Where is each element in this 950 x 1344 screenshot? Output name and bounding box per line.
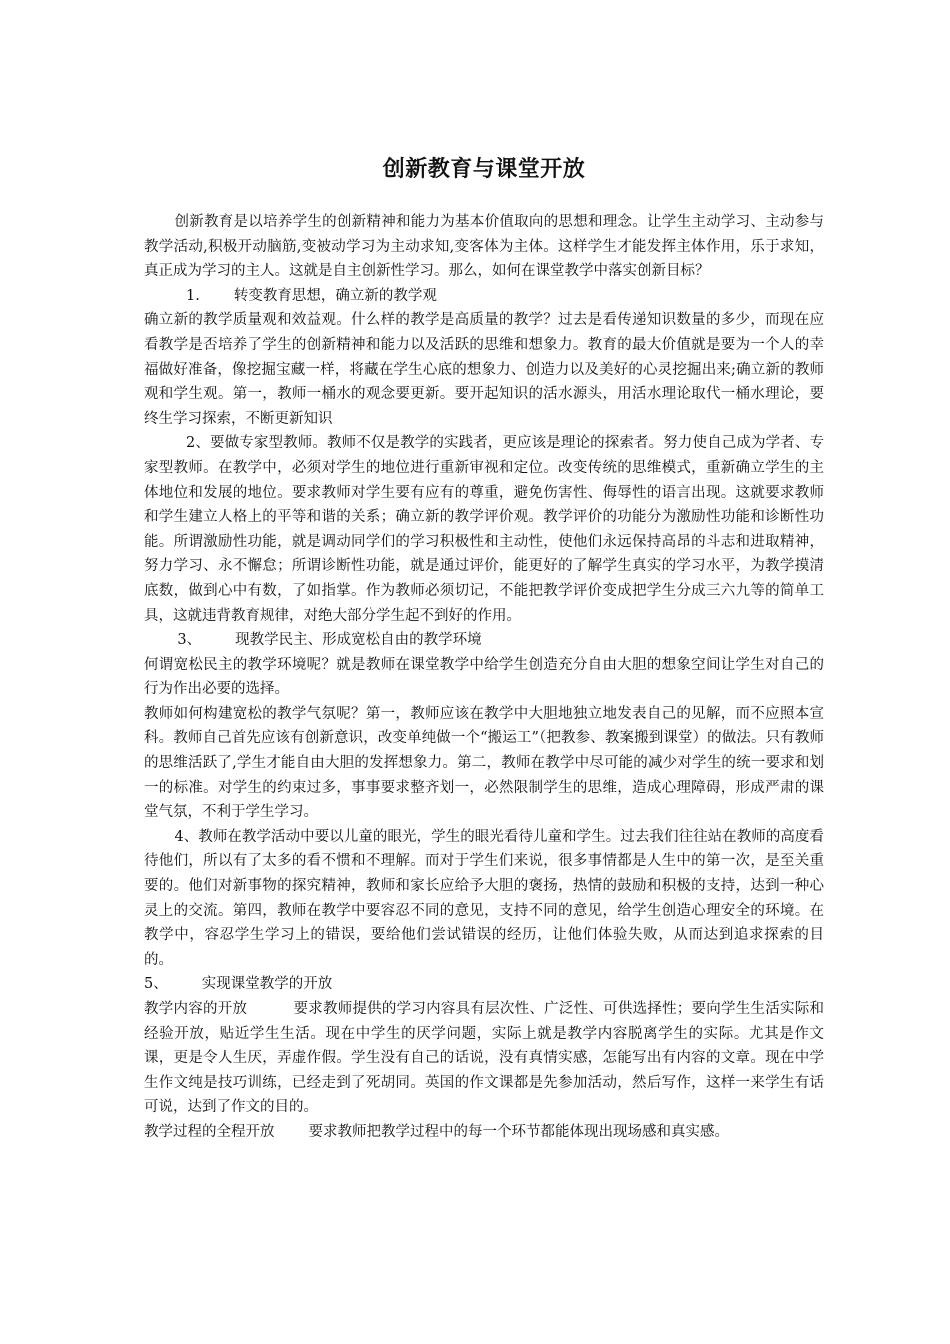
section5-item2 (144, 1120, 824, 1145)
section1-heading-text: 转变教育思想，确立新的教学观 (233, 287, 437, 304)
section3-body-2: 教师如何构建宽松的教学气氛呢？第一，教师应该在教学中大胆地独立地发表自己的见解，而不应照本宣科。教师自己首先应该有创新意识，改变单纯做一个“搬运工”（把教参、教案搬到课堂）的做法。只有教师的思维活跃了,学生才能自由大胆的发挥想象力。第二，教师在教学中尽可能的减少对学生的统一要求和划一的标准。对学生的约束过多，事事要求整齐划一，必然限制学生的思维，造成心理障碍，形成严肃的课堂气氛，不利于学生学习。 (144, 705, 824, 821)
document-title: 创新教育与课堂开放 (382, 157, 586, 182)
section5-heading-text: 实现课堂教学的开放 (201, 976, 333, 993)
section3-heading-text: 现教学民主、形成宽松自由的教学环境 (235, 632, 482, 649)
section5-item2-label: 教学过程的全程开放 (144, 1123, 275, 1140)
section5-number: 5、 (144, 976, 168, 993)
section3-heading (144, 628, 824, 653)
section1-heading (144, 284, 824, 309)
intro-paragraph: 创新教育是以培养学生的创新精神和能力为基本价值取向的思想和理念。让学生主动学习、主动参与教学活动,积极开动脑筋,变被动学习为主动求知,变客体为主体。这样学生才能发挥主体作用，乐于求知，真正成为学习的主人。这就是自主创新性学习。那么，如何在课堂教学中落实创新目标？ (144, 214, 824, 280)
section3-body-1: 何谓宽松民主的教学环境呢？就是教师在课堂教学中给学生创造充分自由大胆的想象空间让学生对自己的行为作出必要的选择。 (144, 656, 824, 698)
section5-heading (144, 972, 824, 997)
document-page (144, 152, 824, 1145)
section5-item1 (144, 997, 824, 1120)
section1-number: 1. (186, 287, 200, 304)
section5-item2-body: 要求教师把教学过程中的每一个环节都能体现出现场感和真实感。 (308, 1123, 729, 1140)
section1-body: 确立新的教学质量观和效益观。什么样的教学是高质量的教学？过去是看传递知识数量的多少，而现在应看教学是否培养了学生的创新精神和能力以及活跃的思维和想象力。教育的最大价值就是要为一个人的幸福做好准备，像挖掘宝藏一样，将藏在学生心底的想象力、创造力以及美好的心灵挖掘出来;确立新的教师观和学生观。第一，教师一桶水的观念要更新。要开起知识的活水源头，用活水理论取代一桶水理论，要终生学习探索，不断更新知识 (144, 312, 824, 427)
section4-body: 4、教师在教学活动中要以儿童的眼光，学生的眼光看待儿童和学生。过去我们往往站在教师的高度看待他们，所以有了太多的看不惯和不理解。而对于学生们来说，很多事情都是人生中的第一次，是至关重要的。他们对新事物的探究精神，教师和家长应给予大胆的褒扬，热情的鼓励和积极的支持，达到一种心灵上的交流。第四，教师在教学中要容忍不同的意见，支持不同的意见，给学生创造心理安全的环境。在教学中，容忍学生学习上的错误，要给他们尝试错误的经历，让他们体验失败，从而达到追求探索的目的。 (144, 828, 824, 968)
section2-body: 2、要做专家型教师。教师不仅是教学的实践者，更应该是理论的探索者。努力使自己成为学者、专家型教师。在教学中，必须对学生的地位进行重新审视和定位。改变传统的思维模式，重新确立学生的主体地位和发展的地位。要求教师对学生要有应有的尊重，避免伤害性、侮辱性的语言出现。这就要求教师和学生建立人格上的平等和谐的关系；确立新的教学评价观。教学评价的功能分为激励性功能和诊断性功能。所谓激励性功能，就是调动同学们的学习积极性和主动性，使他们永远保持高昂的斗志和进取精神，努力学习、永不懈怠；所谓诊断性功能，就是通过评价，能更好的了解学生真实的学习水平，为教学摸清底数，做到心中有数，了如指掌。作为教师必须切记，不能把教学评价变成把学生分成三六九等的简单工具，这就违背教育规律，对绝大部分学生起不到好的作用。 (144, 435, 824, 624)
section5-item1-label: 教学内容的开放 (144, 1001, 248, 1017)
section5-item1-body: 要求教师提供的学习内容具有层次性、广泛性、可供选择性；要向学生生活实际和经验开放，贴近学生生活。现在中学生的厌学问题，实际上就是教学内容脱离学生的实际。尤其是作文课，更是令人生厌，弄虚作假。学生没有自己的话说，没有真情实感，怎能写出有内容的文章。现在中学生作文纯是技巧训练，已经走到了死胡同。英国的作文课都是先参加活动，然后写作，这样一来学生有话可说，达到了作文的目的。 (144, 1001, 825, 1116)
section3-number: 3、 (177, 632, 202, 649)
